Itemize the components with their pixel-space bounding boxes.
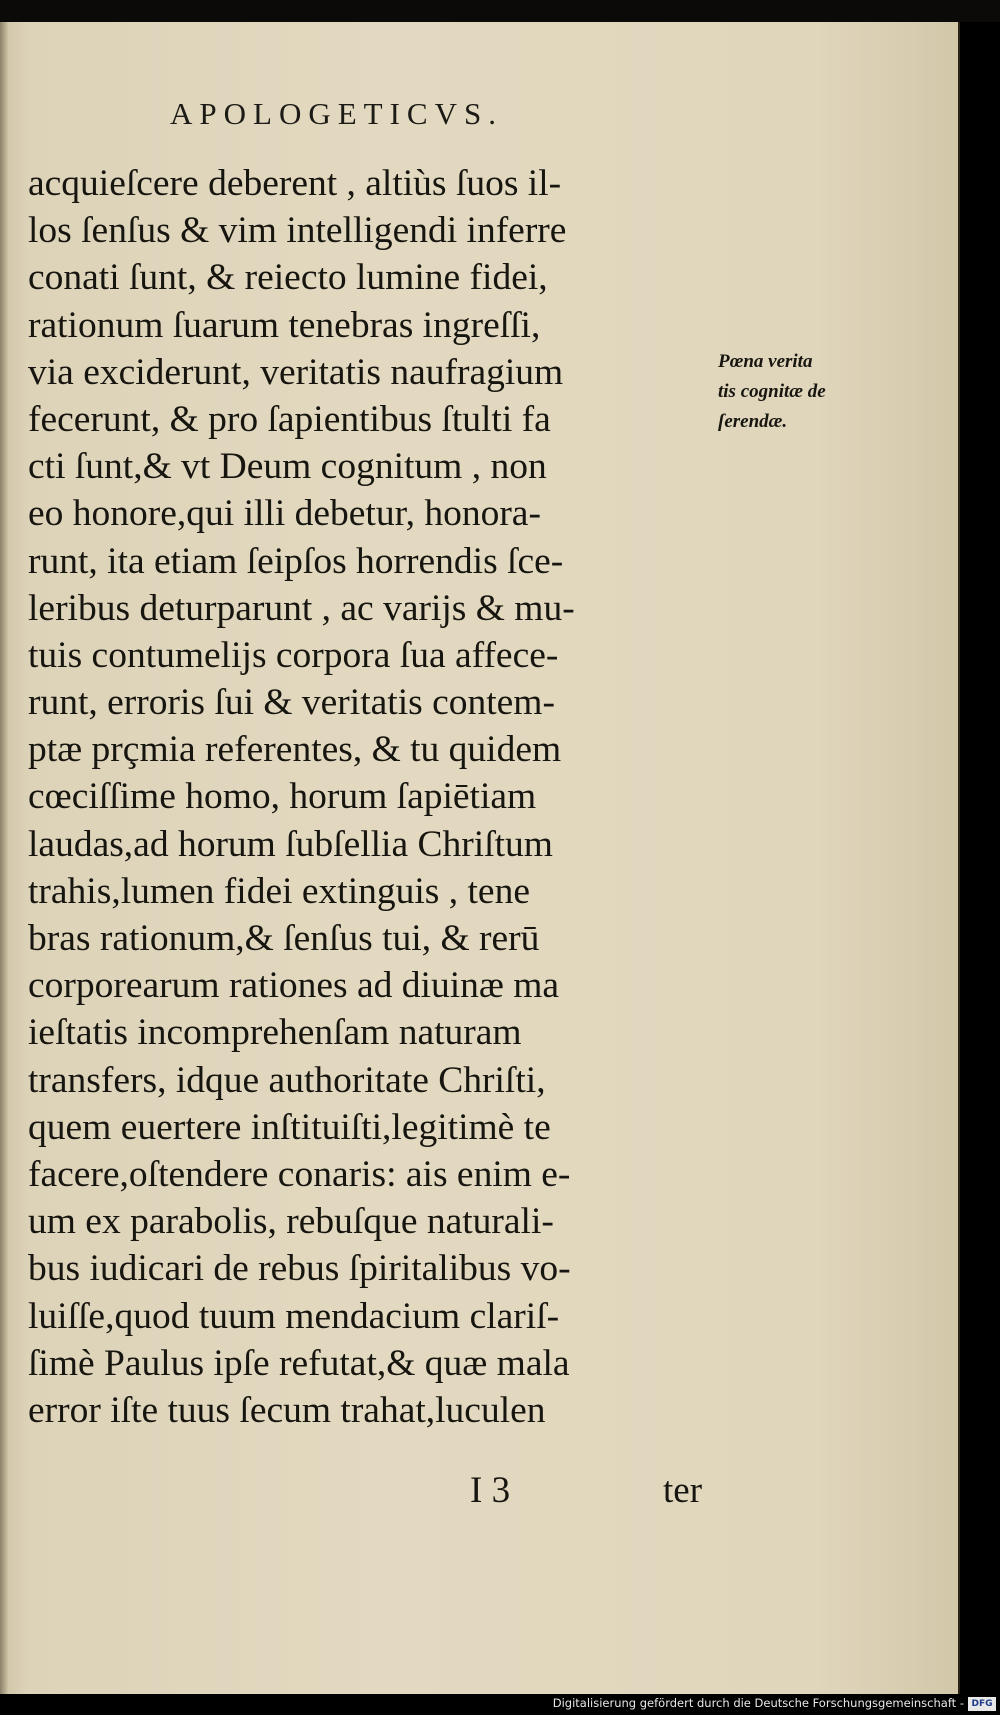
page-gutter-shadow [0, 22, 8, 1694]
text-line: luiſſe,quod tuum mendacium clariſ- [28, 1295, 560, 1337]
marginal-note [718, 347, 888, 437]
marginal-note-line: ſerendæ. [718, 411, 788, 432]
text-line: runt, erroris ſui & veritatis contem- [28, 682, 555, 724]
dfg-logo: DFG [968, 1697, 996, 1711]
text-line: eo honore,qui illi debetur, honora- [28, 493, 541, 535]
text-line: rationum ſuarum tenebras ingreſſi, [28, 304, 541, 346]
signature-mark: I 3 [470, 1470, 511, 1511]
text-line: corporearum rationes ad diuinæ ma [28, 965, 560, 1007]
text-line: cœciſſime homo, horum ſapiētiam [28, 776, 537, 818]
text-line: los ſenſus & vim intelligendi inferre [28, 210, 567, 252]
text-line: transfers, idque authoritate Chriſti, [28, 1059, 546, 1101]
text-line: facere,oſtendere conaris: ais enim e- [28, 1153, 571, 1195]
text-line: ieſtatis incomprehenſam naturam [28, 1012, 522, 1054]
text-line: error iſte tuus ſecum trahat,luculen [28, 1389, 546, 1431]
text-line: bus iudicari de rebus ſpiritalibus vo- [28, 1248, 571, 1290]
body-text [28, 160, 728, 1434]
text-line: acquieſcere deberent , altiùs ſuos il- [28, 163, 562, 204]
text-line: fecerunt, & pro ſapientibus ſtulti fa [28, 398, 551, 440]
catchword: ter [663, 1470, 703, 1511]
marginal-note-line: Pœna verita [718, 351, 813, 372]
text-line: laudas,ad horum ſubſellia Chriſtum [28, 823, 553, 865]
text-line: bras rationum,& ſenſus tui, & rerū [28, 918, 540, 959]
marginal-note-line: tis cognitæ de [718, 381, 826, 402]
text-line: runt, ita etiam ſeipſos horrendis ſce- [28, 540, 564, 582]
text-line: conati ſunt, & reiecto lumine fidei, [28, 257, 548, 299]
running-head: APOLOGETICVS. [170, 96, 503, 131]
digitization-footer [0, 1694, 1000, 1715]
text-line: quem euertere inſtituiſti,legitimè te [28, 1106, 551, 1148]
text-line: trahis,lumen fidei extinguis , tene [28, 870, 530, 912]
text-line: ptæ prçmia referentes, & tu quidem [28, 729, 562, 771]
text-line: tuis contumelijs corpora ſua affece- [28, 634, 559, 676]
scan-border-top [0, 0, 1000, 22]
book-page [0, 22, 960, 1694]
text-line: cti ſunt,& vt Deum cognitum , non [28, 446, 547, 488]
text-line: leribus deturparunt , ac varijs & mu- [28, 587, 575, 629]
text-line: um ex parabolis, rebuſque naturali- [28, 1201, 554, 1243]
footer-credit: Digitalisierung gefördert durch die Deutsche Forschungsgemeinschaft - [552, 1696, 964, 1710]
text-line: via exciderunt, veritatis naufragium [28, 351, 564, 393]
text-line: ſimè Paulus ipſe refutat,& quæ mala [28, 1342, 570, 1384]
